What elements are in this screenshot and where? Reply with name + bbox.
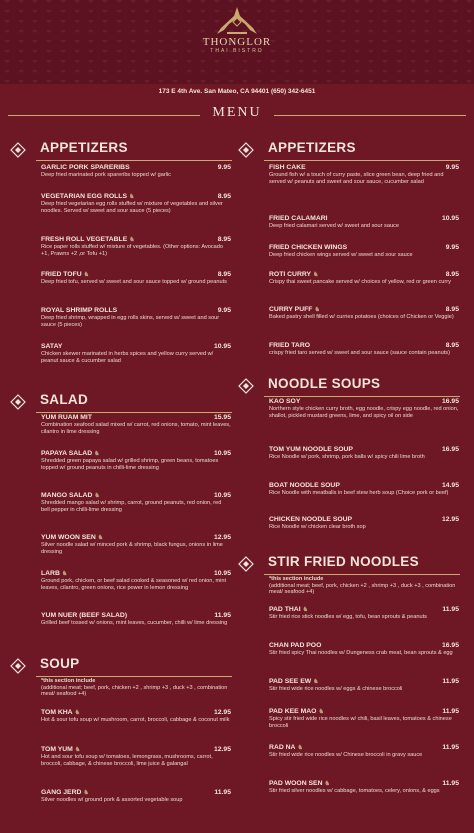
pepper-icon: ♞ <box>61 571 68 577</box>
section-note: *this section include (additional meat; beef, pork, chicken +2 , shrimp +3 , duck +3 , combination meat/ seafood +4) <box>269 576 456 596</box>
menu-item: VEGETARIAN EGG ROLLS ♞ 8.95 Deep fried vegetarian egg rolls stuffed w/ mixture of vegetables and silver noodles. Served w/ sweet and sour sauce (5 pieces) <box>41 193 231 214</box>
brand-subtitle: THAI BISTRO <box>210 48 264 54</box>
pepper-icon: ♞ <box>128 194 135 200</box>
pepper-icon: ♞ <box>94 493 100 499</box>
menu-item: FRIED CHICKEN WINGS 9.95 Deep fried chicken wings served w/ sweet and sour sauce <box>269 244 459 258</box>
pepper-icon: ♞ <box>314 307 320 313</box>
menu-item: FRIED TARO 8.95 crispy fried taro served w/ sweet and sour sauce (sauce contain peanuts) <box>269 342 459 356</box>
section-title: STIR FRIED NOODLES <box>268 554 419 569</box>
menu-title: MENU <box>212 105 262 120</box>
section-rule <box>264 160 460 161</box>
menu-item: GARLIC PORK SPARERIBS 9.95 Deep fried marinated pork spareribs topped w/ garlic <box>41 164 231 178</box>
pepper-icon: ♞ <box>129 237 135 243</box>
menu-item: FRESH ROLL VEGETABLE ♞ 8.95 Rice paper rolls stuffed w/ mixture of vegetables. (Other options: Avocado +1, Prawns +2 ,or Tofu +1) <box>41 236 231 257</box>
menu-item: FRIED CALAMARI 10.95 Deep fried calamari served w/ sweet and sour sauce <box>269 215 459 229</box>
address-line: 173 E 4th Ave. San Mateo, CA 94401 (650) 342-6451 <box>158 88 316 95</box>
temple-roof-icon <box>215 6 259 36</box>
menu-item: YUM NUER (BEEF SALAD) 11.95 Grilled beef tossed w/ onions, mint leaves, cucumber, chilli w/ lime dressing <box>41 612 231 626</box>
menu-item: PAD WOON SEN ♞ 11.95 Stir fried silver noodles w/ cabbage, tomatoes, celery, onions, & eggs <box>269 780 459 794</box>
menu-rule-left <box>8 115 200 116</box>
diamond-icon <box>10 394 26 410</box>
menu-item: PAPAYA SALAD ♞ 10.95 Shredded green papaya salad w/ grilled shrimp, green beans, tomatoes topped w/ ground peanuts in chilli-lime dressing <box>41 450 231 471</box>
diamond-icon <box>10 142 26 158</box>
menu-item: GANG JERD ♞ 11.95 Silver noodles w/ ground pork & assorted vegetable soup <box>41 789 231 803</box>
menu-item: ROTI CURRY ♞ 8.95 Crispy thai sweet pancake served w/ choices of yellow, red or green curry <box>269 271 459 285</box>
section-note: *this section include (additional meat; beef, pork, chicken +2 , shrimp +3 , duck +3 , combination meat/ seafood +4) <box>41 678 228 698</box>
section-rule <box>264 574 460 575</box>
brand-name: THONGLOR <box>202 36 272 48</box>
pepper-icon: ♞ <box>297 745 303 751</box>
pepper-icon: ♞ <box>83 272 90 278</box>
pepper-icon: ♞ <box>318 709 324 715</box>
diamond-icon <box>10 658 26 674</box>
section-title: APPETIZERS <box>40 140 128 155</box>
menu-item: ROYAL SHRIMP ROLLS 9.95 Deep fried shrimp, wrapped in egg rolls skins, served w/ sweet and sour sauce (5 pieces) <box>41 307 231 328</box>
menu-item: PAD SEE EW ♞ 11.95 Stir fried wide rice noodles w/ eggs & chinese broccoli <box>269 678 459 692</box>
menu-item: BOAT NOODLE SOUP 14.95 Rice Noodle with meatballs in beef stew herb soup (Choice pork or beef) <box>269 482 459 496</box>
menu-item: CHICKEN NOODLE SOUP 12.95 Rice Noodle w/ chicken clear broth sop <box>269 516 459 530</box>
restaurant-logo <box>197 6 277 54</box>
menu-item: TOM YUM ♞ 12.95 Hot and sour tofu soup w/ tomatoes, lemongrass, mushrooms, carrot, broccoli, cabbage, & chinese broccoli, lime juice & galangal <box>41 746 231 767</box>
diamond-icon <box>238 378 254 394</box>
menu-rule-right <box>274 115 466 116</box>
menu-item: TOM KHA ♞ 12.95 Hot & sour tofu soup w/ mushroom, carrot, broccoli, cabbage & coconut milk <box>41 709 231 723</box>
pepper-icon: ♞ <box>302 607 308 613</box>
menu-item: CURRY PUFF ♞ 8.95 Baked pastry shell filled w/ curries potatoes (choices of Chicken or Veggie) <box>269 306 459 320</box>
menu-item: KAO SOY 16.95 Northern style chicken curry broth, egg noodle, crispy egg noodle, red onion, shallot, pickled mustard greens, lime, and spicy oil on side <box>269 398 459 419</box>
pepper-icon: ♞ <box>83 790 89 796</box>
section-title: SALAD <box>40 392 88 407</box>
menu-item: PAD THAI ♞ 11.95 Stir fried rice stick noodles w/ egg, tofu, bean sprouts & peanuts <box>269 606 459 620</box>
menu-heading <box>0 104 474 126</box>
pepper-icon: ♞ <box>94 451 100 457</box>
pepper-icon: ♞ <box>313 679 319 685</box>
menu-item: PAD KEE MAO ♞ 11.95 Spicy stir fried wide rice noodles w/ chili, basil leaves, tomatoes & chinese broccoli <box>269 708 459 729</box>
menu-item: YUM RUAM MIT 15.95 Combination seafood salad mixed w/ carrot, red onions, tomato, mint leaves, cilantro in lime dressing <box>41 414 231 435</box>
menu-item: RAD NA ♞ 11.95 Stir fried wide rice noodles w/ Chinese broccoli in gravy sauce <box>269 744 459 758</box>
menu-item: FISH CAKE 9.95 Ground fish w/ a touch of curry paste, slice green bean, deep fried and served w/ peanuts and sweet and sour sauce, cucumber salad <box>269 164 459 185</box>
section-title: SOUP <box>40 656 80 671</box>
pepper-icon: ♞ <box>324 781 330 787</box>
menu-item: SATAY 10.95 Chicken skewer marinated in herbs spices and yellow curry served w/ peanut sauce & cucumber salad <box>41 343 231 364</box>
section-title: NOODLE SOUPS <box>268 376 381 391</box>
diamond-icon <box>238 142 254 158</box>
menu-item: FRIED TOFU ♞ 8.95 Deep fried tofu, served w/ sweet and sour sauce topped w/ ground peanuts <box>41 271 231 285</box>
menu-item: CHAN PAD POO 16.95 Stir fried spicy Thai noodles w/ Dungeness crab meat, bean sprouts & egg <box>269 642 459 656</box>
pepper-icon: ♞ <box>74 747 81 753</box>
section-rule <box>264 396 460 397</box>
menu-item: MANGO SALAD ♞ 10.95 Shredded mango salad w/ shrimp, carrot, ground peanuts, red onion, red bell pepper in chilli-lime dressing <box>41 492 231 513</box>
section-rule <box>36 676 232 677</box>
pepper-icon: ♞ <box>74 710 80 716</box>
header-banner <box>0 0 474 84</box>
pepper-icon: ♞ <box>97 535 104 541</box>
diamond-icon <box>238 556 254 572</box>
menu-item: LARB ♞ 10.95 Ground pork, chicken, or beef salad cooked & seasoned w/ red onion, mint leaves, cilantro, green onions, rice power in lemon dressing <box>41 570 231 591</box>
menu-item: TOM YUM NOODLE SOUP 16.95 Rice Noodle w/ pork, shrimp, pork balls w/ spicy chili lime broth <box>269 446 459 460</box>
pepper-icon: ♞ <box>313 272 319 278</box>
menu-item: YUM WOON SEN ♞ 12.95 Silver noodle salad w/ minced pork & shrimp, black fungus, onions in lime dressing <box>41 534 231 555</box>
section-title: APPETIZERS <box>268 140 356 155</box>
section-rule <box>36 160 232 161</box>
section-rule <box>36 412 232 413</box>
